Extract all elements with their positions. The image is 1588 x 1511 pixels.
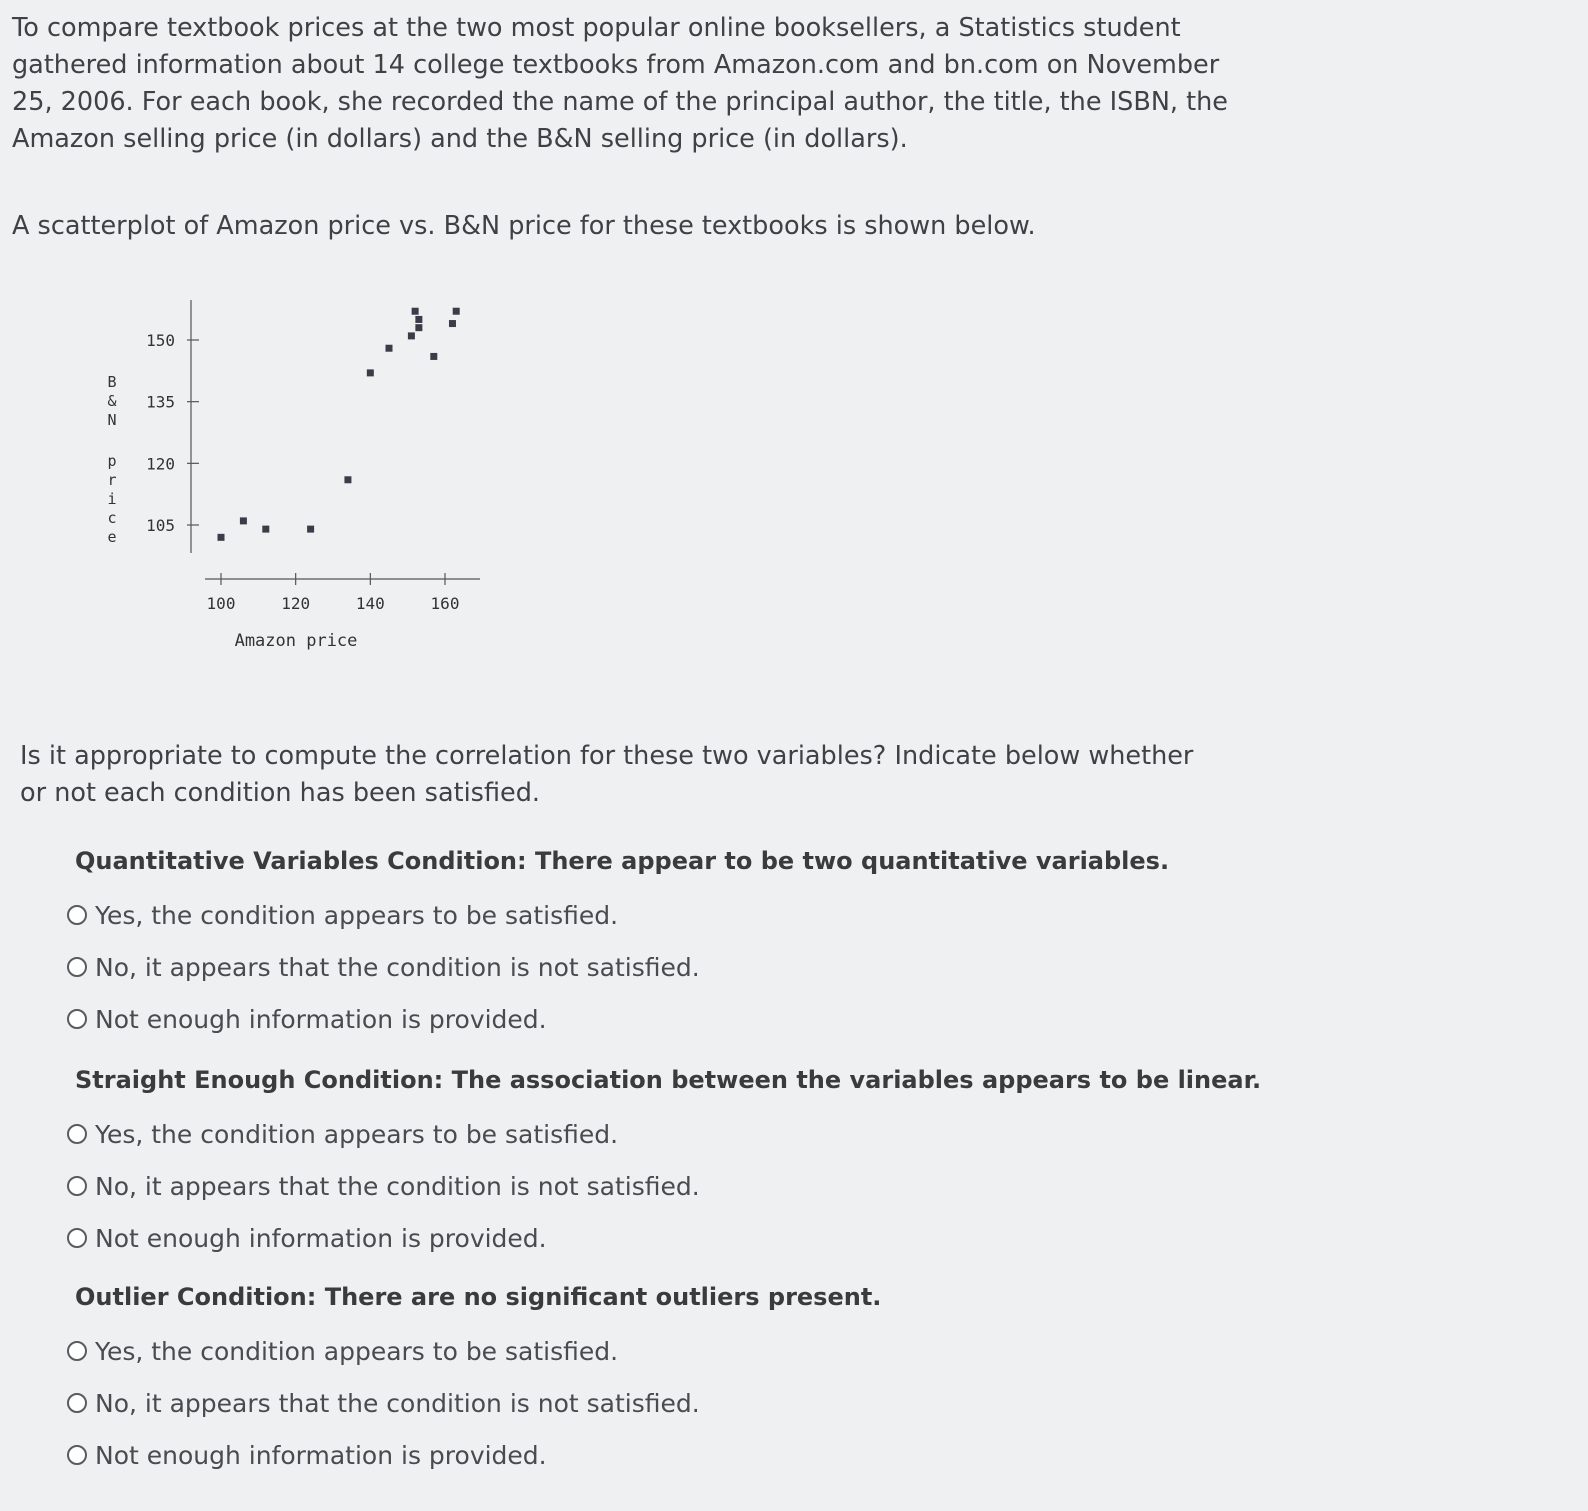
straight-no-option[interactable] (67, 1160, 1275, 1212)
outlier-condition (75, 1283, 1275, 1481)
condition-title: Quantitative Variables Condition: There appear to be two quantitative variables. (75, 847, 1170, 875)
data-point (367, 369, 374, 376)
quant-no-option[interactable] (67, 941, 1275, 993)
data-point (453, 308, 460, 315)
question-text: Is it appropriate to compute the correlation for these two variables? Indicate below whether or not each condition has been satisfied. (20, 741, 1194, 808)
intro-paragraph: To compare textbook prices at the two most popular online booksellers, a Statistics student gathered information about 14 college textbooks from Amazon.com and bn.com on November 25, 2006. For each book, she recorded the name of the principal author, the title, the ISBN, the Amazon selling price (in dollars) and the B&N selling price (in dollars). (12, 13, 1228, 154)
y-label-char: p (107, 452, 117, 470)
radio-button[interactable] (67, 1445, 87, 1465)
y-tick-label: 120 (146, 454, 175, 474)
data-point (344, 476, 351, 483)
y-label-char: & (107, 392, 117, 410)
condition-title: Outlier Condition: There are no significant outliers present. (75, 1283, 882, 1311)
y-tick-label: 105 (146, 516, 175, 535)
radio-button[interactable] (67, 1176, 87, 1196)
option-label: Yes, the condition appears to be satisfied. (95, 1336, 619, 1366)
quant-yes-option[interactable] (67, 889, 1275, 941)
data-point (415, 324, 422, 331)
outlier-yes-option[interactable] (67, 1325, 1275, 1377)
radio-button[interactable] (67, 957, 87, 977)
data-point (430, 353, 437, 360)
radio-button[interactable] (67, 1124, 87, 1144)
scatterplot (95, 285, 515, 665)
quantitative-condition (75, 847, 1275, 1045)
outlier-no-option[interactable] (67, 1377, 1275, 1429)
option-label: Not enough information is provided. (95, 1223, 547, 1253)
radio-button[interactable] (67, 1228, 87, 1248)
option-label: Yes, the condition appears to be satisfied. (95, 900, 619, 930)
data-point (412, 308, 419, 315)
data-point (408, 332, 415, 339)
radio-button[interactable] (67, 905, 87, 925)
y-axis-label (107, 373, 116, 546)
option-label: Not enough information is provided. (95, 1440, 547, 1470)
data-point (415, 316, 422, 323)
radio-button[interactable] (67, 1341, 87, 1361)
radio-button[interactable] (67, 1009, 87, 1029)
data-point (307, 526, 314, 533)
y-label-char: r (107, 471, 117, 489)
data-point (240, 517, 247, 524)
option-label: No, it appears that the condition is not satisfied. (95, 1388, 700, 1418)
x-axis-label: Amazon price (234, 631, 358, 651)
y-label-char: B (107, 373, 117, 391)
y-label-char: N (107, 411, 117, 429)
data-point (218, 534, 225, 541)
option-label: Yes, the condition appears to be satisfied. (95, 1119, 619, 1149)
x-tick-label: 160 (430, 594, 460, 613)
condition-title: Straight Enough Condition: The association between the variables appears to be linear. (75, 1066, 1262, 1094)
option-label: Not enough information is provided. (95, 1004, 547, 1034)
y-label-char: c (107, 509, 117, 527)
straight-not-enough-option[interactable] (67, 1212, 1275, 1264)
y-tick-label: 150 (146, 331, 175, 350)
option-label: No, it appears that the condition is not satisfied. (95, 1171, 700, 1201)
straight-enough-condition (75, 1066, 1275, 1264)
data-point (386, 345, 393, 352)
data-point (262, 526, 269, 533)
y-label-char: e (107, 528, 117, 546)
data-points (218, 308, 460, 541)
x-tick-label: 140 (355, 594, 385, 613)
outlier-not-enough-option[interactable] (67, 1429, 1275, 1481)
y-label-char: i (107, 490, 117, 508)
straight-yes-option[interactable] (67, 1108, 1275, 1160)
scatterplot-intro: A scatterplot of Amazon price vs. B&N price for these textbooks is shown below. (12, 211, 1036, 241)
option-label: No, it appears that the condition is not satisfied. (95, 952, 700, 982)
data-point (449, 320, 456, 327)
y-tick-label: 135 (146, 392, 175, 412)
quant-not-enough-option[interactable] (67, 993, 1275, 1045)
x-tick-label: 100 (206, 594, 236, 613)
x-tick-label: 120 (281, 594, 311, 613)
radio-button[interactable] (67, 1393, 87, 1413)
